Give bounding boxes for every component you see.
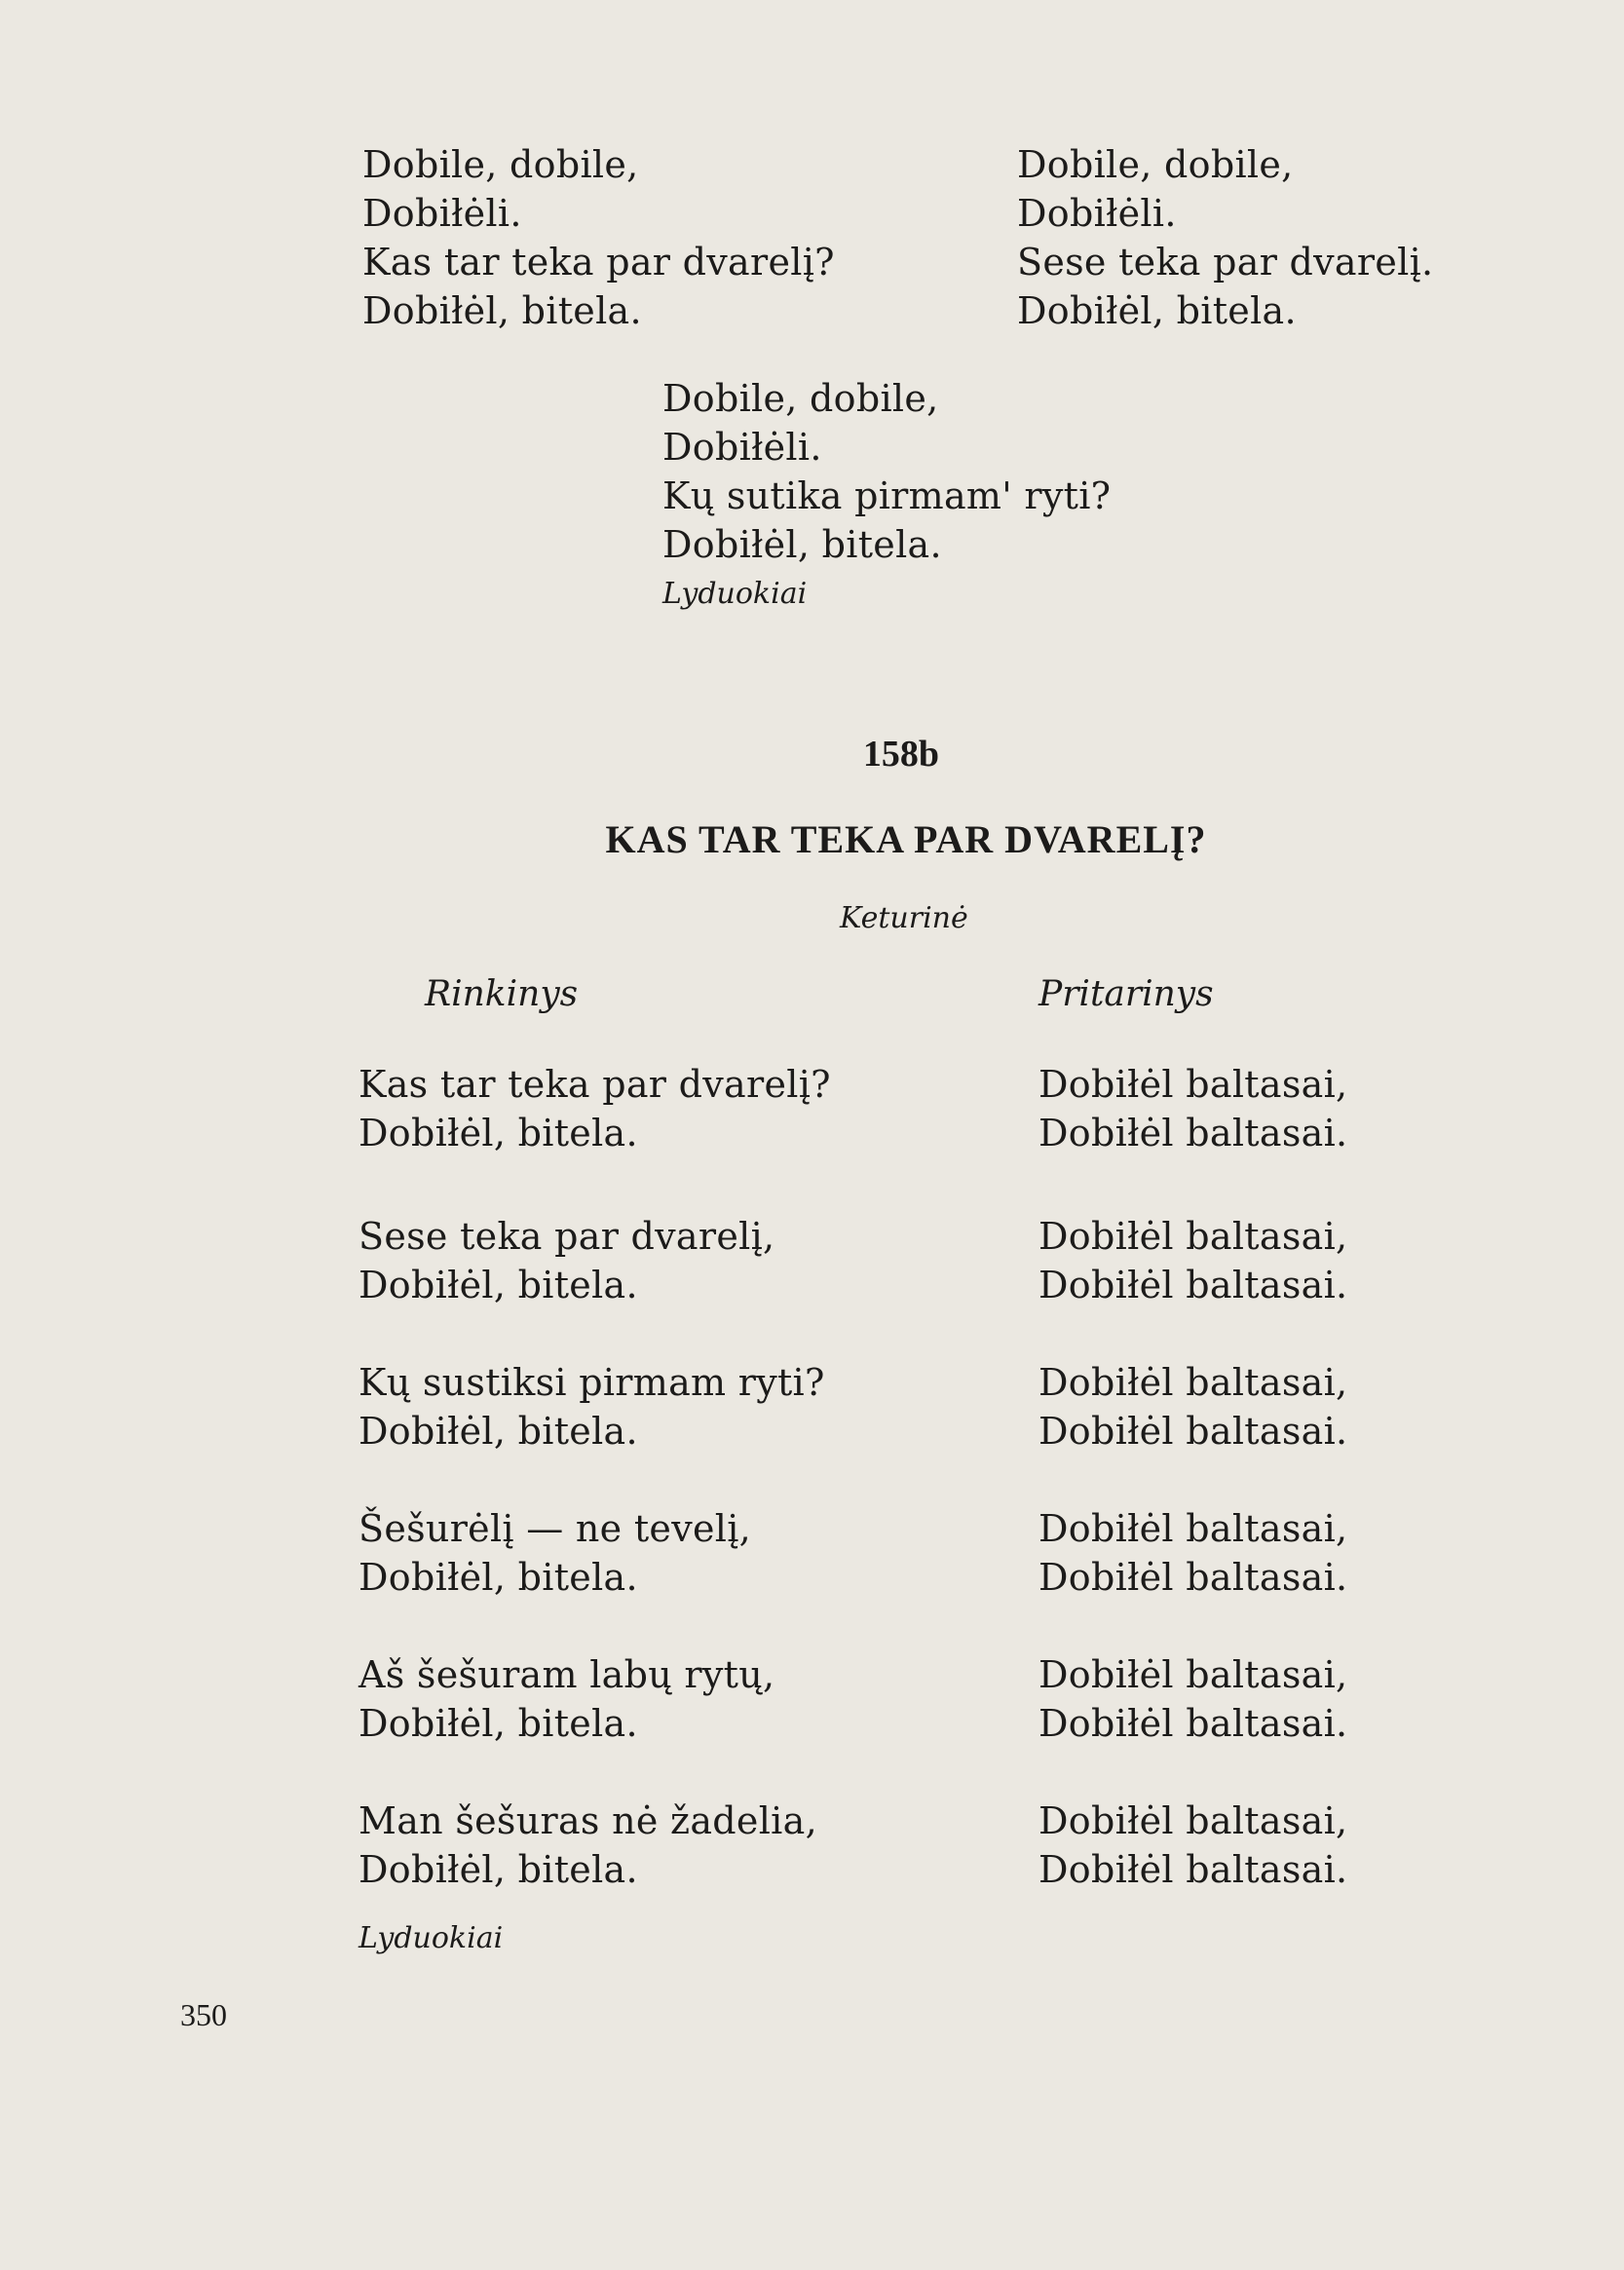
top-right-stanza <box>1017 140 1433 335</box>
refrain-line: Dobiłėl baltasai, <box>1039 1361 1348 1404</box>
verse-line: Dobile, dobile, <box>662 377 939 420</box>
stanza-right-3 <box>1039 1358 1347 1456</box>
refrain-line: Dobiłėl baltasai, <box>1039 1215 1348 1258</box>
song-title: KAS TAR TEKA PAR DVARELĮ? <box>605 817 1207 861</box>
verse-line: Dobiłėl, bitela. <box>359 1702 638 1745</box>
verse-line: Dobile, dobile, <box>362 143 639 186</box>
verse-line: Kų sustiksi pirmam ryti? <box>359 1361 825 1404</box>
stanza-left-2 <box>359 1212 774 1309</box>
stanza-right-2 <box>1039 1212 1347 1309</box>
song-subtitle: Keturinė <box>840 901 968 935</box>
refrain-line: Dobiłėl baltasai. <box>1039 1848 1348 1891</box>
refrain-line: Dobiłėl baltasai, <box>1039 1507 1348 1550</box>
verse-line: Kas tar teka par dvarelį? <box>359 1063 831 1106</box>
stanza-right-6 <box>1039 1797 1347 1894</box>
verse-line: Dobiłėl, bitela. <box>1017 289 1297 332</box>
left-column-heading: Rinkinys <box>425 974 579 1014</box>
verse-line: Dobiłėli. <box>662 426 822 469</box>
refrain-line: Dobiłėl baltasai. <box>1039 1556 1348 1599</box>
top-center-stanza <box>662 374 1111 611</box>
verse-line: Dobiłėl, bitela. <box>359 1848 638 1891</box>
stanza-right-5 <box>1039 1650 1347 1748</box>
top-left-stanza <box>362 140 835 335</box>
refrain-line: Dobiłėl baltasai. <box>1039 1264 1348 1306</box>
verse-line: Dobile, dobile, <box>1017 143 1294 186</box>
stanza-left-5 <box>359 1650 774 1748</box>
right-column-heading: Pritarinys <box>1039 974 1214 1014</box>
source-location: Lyduokiai <box>662 577 808 611</box>
stanza-left-4 <box>359 1504 751 1602</box>
verse-line: Dobiłėli. <box>362 192 522 235</box>
refrain-line: Dobiłėl baltasai. <box>1039 1410 1348 1453</box>
verse-line: Dobiłėl, bitela. <box>359 1264 638 1306</box>
verse-line: Kas tar teka par dvarelį? <box>362 241 835 284</box>
refrain-line: Dobiłėl baltasai. <box>1039 1112 1348 1154</box>
verse-line: Sese teka par dvarelį, <box>359 1215 775 1258</box>
song-source-location: Lyduokiai <box>359 1921 504 1955</box>
verse-line: Dobiłėl, bitela. <box>362 289 642 332</box>
stanza-left-3 <box>359 1358 825 1456</box>
verse-line: Dobiłėl, bitela. <box>359 1410 638 1453</box>
stanza-left-1 <box>359 1060 831 1157</box>
verse-line: Man šešuras nė žadelia, <box>359 1799 817 1842</box>
refrain-line: Dobiłėl baltasai, <box>1039 1799 1348 1842</box>
verse-line: Sese teka par dvarelį. <box>1017 241 1434 284</box>
refrain-line: Dobiłėl baltasai, <box>1039 1653 1348 1696</box>
verse-line: Dobiłėl, bitela. <box>359 1112 638 1154</box>
verse-line: Šešurėlį — ne tevelį, <box>359 1507 752 1550</box>
verse-line: Dobiłėli. <box>1017 192 1177 235</box>
page-number: 350 <box>180 1997 227 2032</box>
verse-line: Aš šešuram labų rytų, <box>359 1653 775 1696</box>
stanza-left-6 <box>359 1797 817 1894</box>
song-number: 158b <box>862 734 940 775</box>
verse-line: Dobiłėl, bitela. <box>662 523 942 566</box>
stanza-right-4 <box>1039 1504 1347 1602</box>
refrain-line: Dobiłėl baltasai. <box>1039 1702 1348 1745</box>
stanza-right-1 <box>1039 1060 1347 1157</box>
refrain-line: Dobiłėl baltasai, <box>1039 1063 1348 1106</box>
verse-line: Kų sutika pirmam' ryti? <box>662 474 1112 517</box>
verse-line: Dobiłėl, bitela. <box>359 1556 638 1599</box>
